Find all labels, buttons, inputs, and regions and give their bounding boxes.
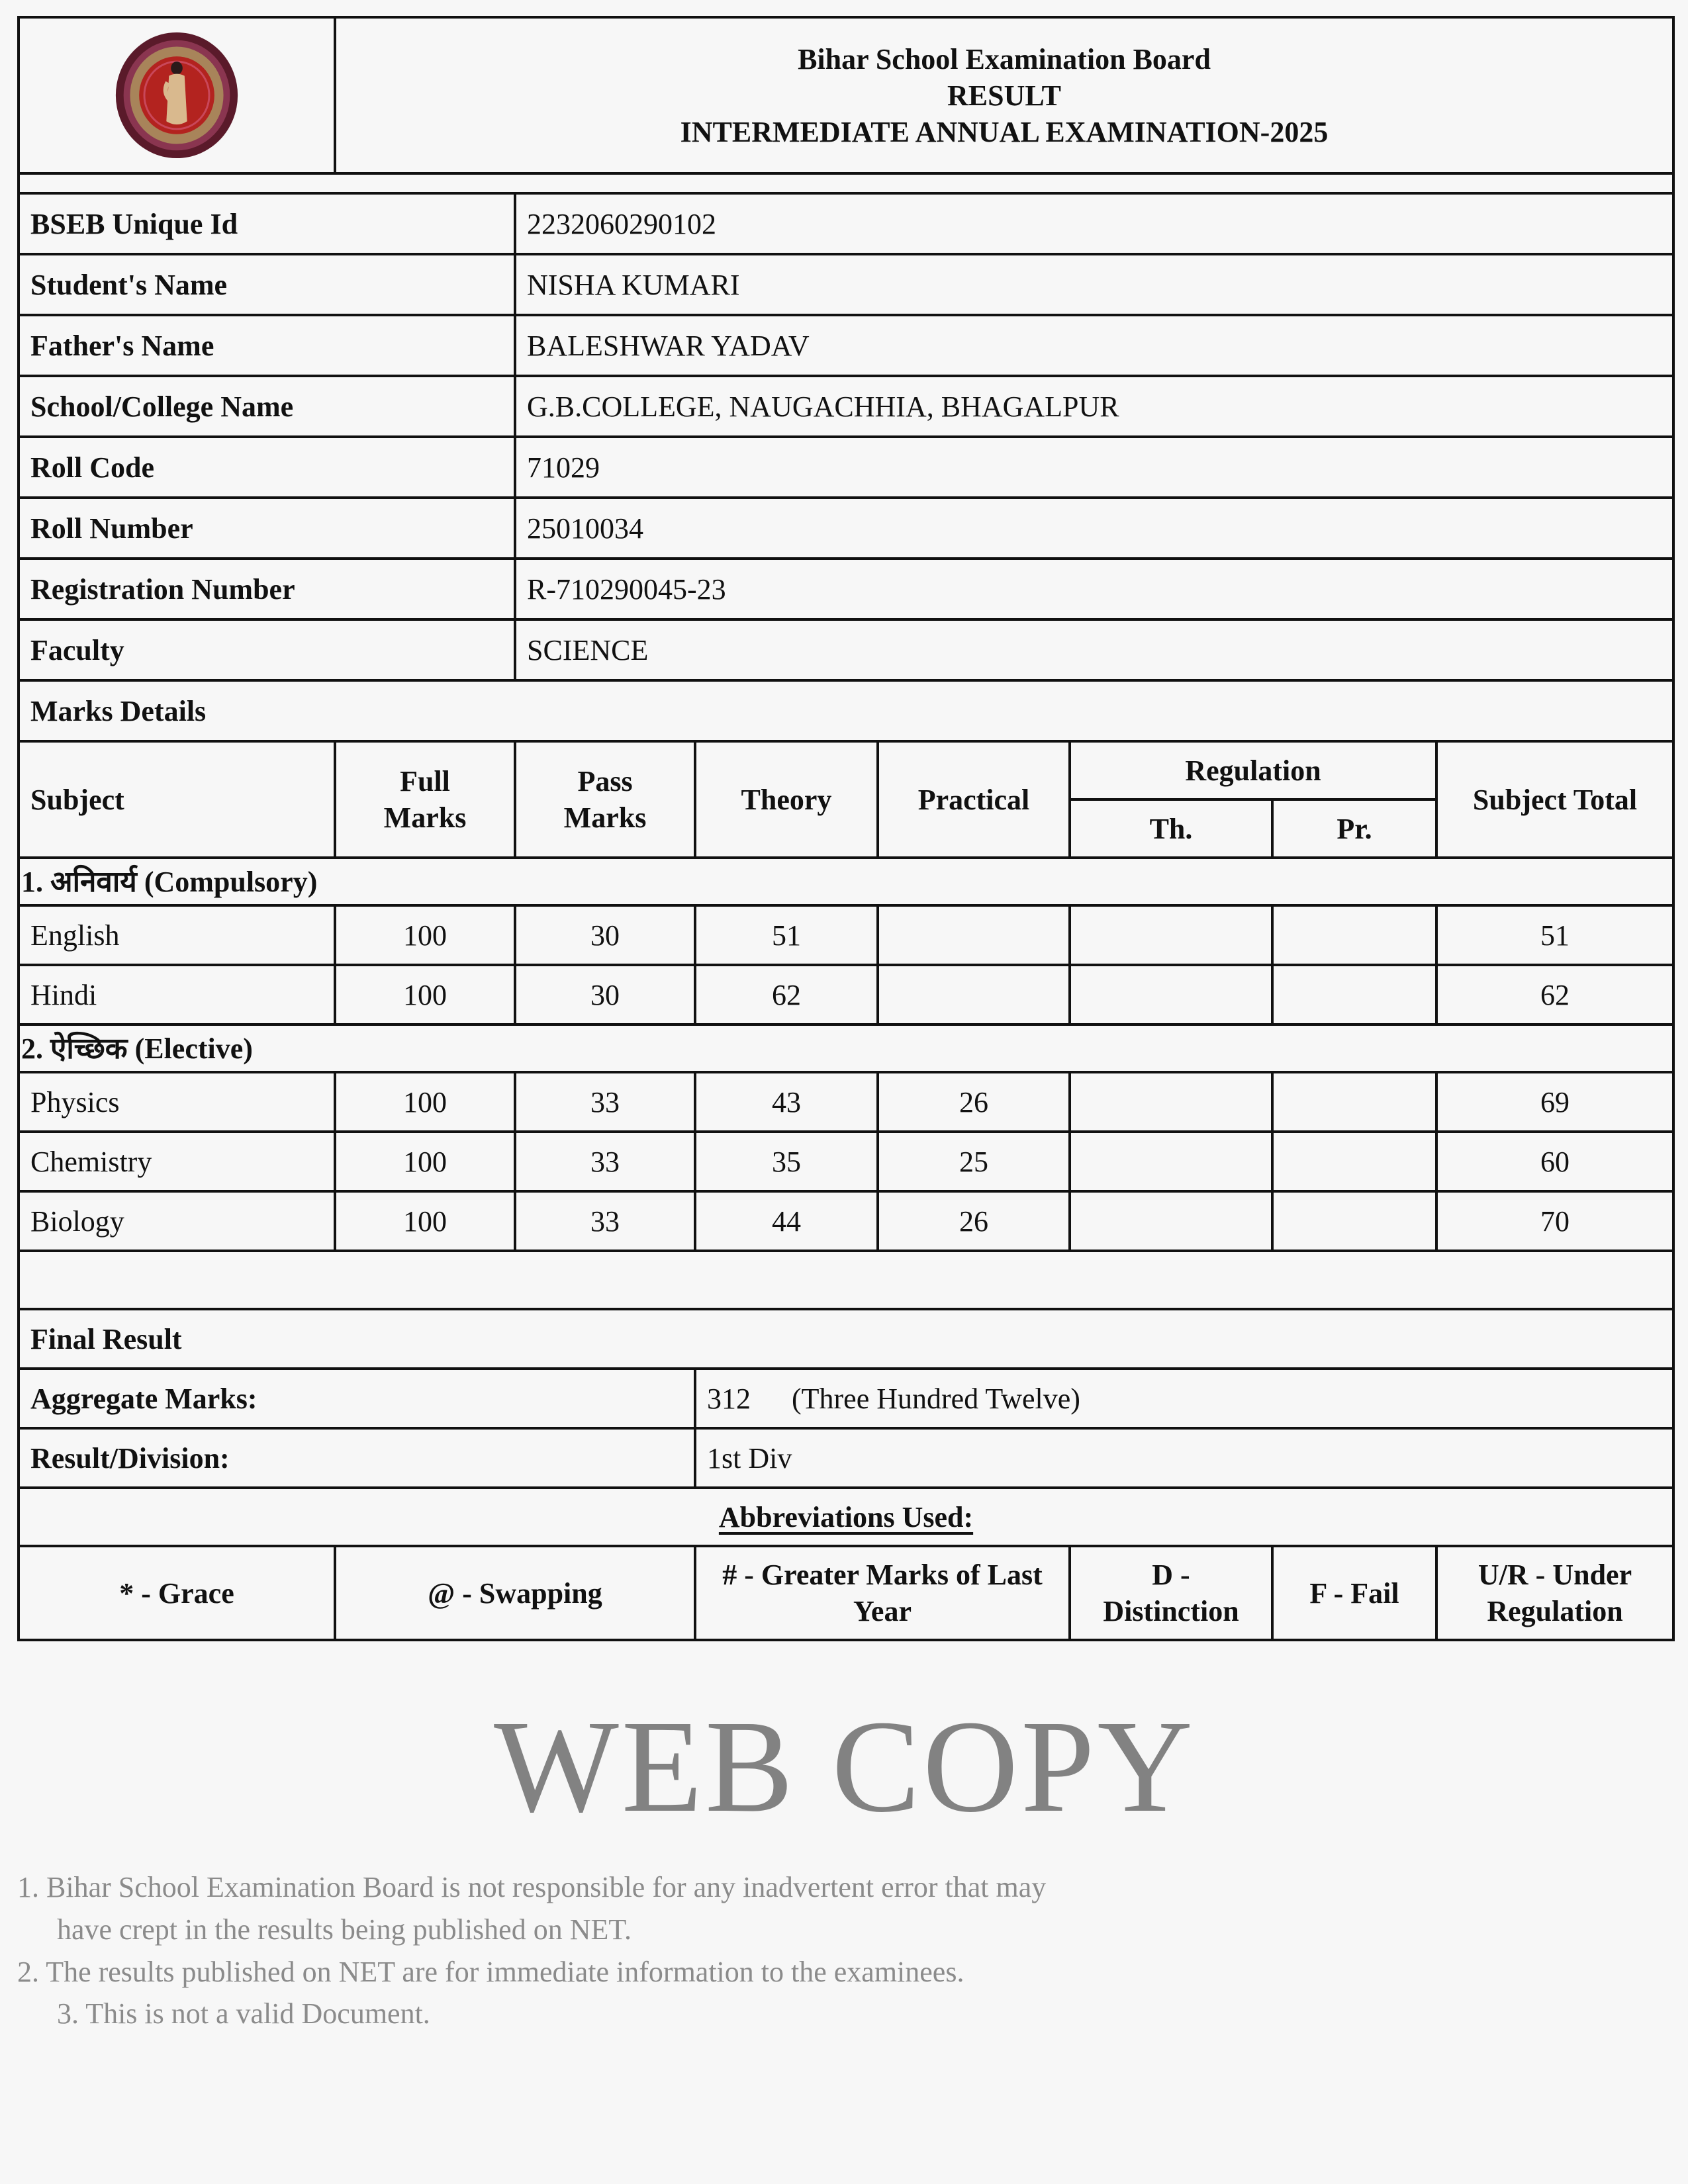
reg-th [1070, 1072, 1272, 1132]
col-theory: Theory [695, 741, 878, 858]
header-title-cell [335, 17, 1673, 173]
abbr-fail: F - Fail [1272, 1546, 1436, 1640]
spacer-row [19, 173, 1673, 193]
disclaimer-line-2: have crept in the results being published on NET. [57, 1913, 632, 1946]
section-title [19, 1024, 1673, 1072]
subject-total: 69 [1436, 1072, 1673, 1132]
marks-header-row [19, 741, 1673, 799]
watermark-area [17, 1694, 1672, 2035]
info-value: NISHA KUMARI [515, 254, 1673, 315]
full-marks: 100 [335, 1132, 515, 1191]
theory-marks: 44 [695, 1191, 878, 1251]
theory-marks: 51 [695, 905, 878, 965]
info-row-school [19, 376, 1673, 437]
full-marks: 100 [335, 905, 515, 965]
subject-name: Chemistry [19, 1132, 335, 1191]
subject-total: 62 [1436, 965, 1673, 1024]
info-value: R-710290045-23 [515, 559, 1673, 619]
header-row [19, 17, 1673, 173]
info-label: Father's Name [19, 315, 515, 376]
subject-name: Physics [19, 1072, 335, 1132]
col-full-marks: Full Marks [335, 741, 515, 858]
info-label: Faculty [19, 619, 515, 680]
marks-details-title: Marks Details [19, 680, 1673, 741]
abbr-distinction: D - Distinction [1070, 1546, 1272, 1640]
abbr-swapping: @ - Swapping [335, 1546, 695, 1640]
abbreviations-title-row [19, 1488, 1673, 1546]
reg-th [1070, 1191, 1272, 1251]
abbreviations-title: Abbreviations Used: [718, 1500, 974, 1533]
info-row-father-name [19, 315, 1673, 376]
abbreviations-row [19, 1546, 1673, 1640]
practical-marks: 26 [878, 1072, 1070, 1132]
abbreviations-title-cell [19, 1488, 1673, 1546]
aggregate-row [19, 1369, 1673, 1428]
seal-cell [19, 17, 335, 173]
col-regulation: Regulation [1070, 741, 1436, 799]
theory-marks: 43 [695, 1072, 878, 1132]
practical-marks: 26 [878, 1191, 1070, 1251]
practical-marks [878, 905, 1070, 965]
section-title [19, 858, 1673, 905]
disclaimer-line-4: 3. This is not a valid Document. [57, 1997, 430, 2030]
section-number: 1. [21, 865, 43, 898]
info-row-unique-id [19, 193, 1673, 254]
section-hindi: ऐच्छिक [50, 1032, 128, 1065]
bseb-seal-logo-icon [112, 30, 242, 160]
info-value: 25010034 [515, 498, 1673, 559]
exam-name: INTERMEDIATE ANNUAL EXAMINATION-2025 [680, 115, 1329, 148]
col-practical: Practical [878, 741, 1070, 858]
subject-row [19, 1072, 1673, 1132]
web-copy-watermark: WEB COPY [494, 1694, 1196, 1840]
info-label: Registration Number [19, 559, 515, 619]
reg-th [1070, 1132, 1272, 1191]
info-label: Student's Name [19, 254, 515, 315]
full-marks: 100 [335, 965, 515, 1024]
section-english: (Elective) [134, 1032, 253, 1065]
abbr-grace: * - Grace [19, 1546, 335, 1640]
subject-total: 60 [1436, 1132, 1673, 1191]
subject-total: 51 [1436, 905, 1673, 965]
theory-marks: 35 [695, 1132, 878, 1191]
abbr-under-regulation: U/R - Under Regulation [1436, 1546, 1673, 1640]
result-heading: RESULT [947, 79, 1062, 112]
info-value: G.B.COLLEGE, NAUGACHHIA, BHAGALPUR [515, 376, 1673, 437]
practical-marks [878, 965, 1070, 1024]
info-row-roll-code [19, 437, 1673, 498]
info-row-faculty [19, 619, 1673, 680]
disclaimer-watermark [17, 1866, 1672, 2035]
pass-marks: 33 [515, 1132, 695, 1191]
disclaimer-line-1: 1. Bihar School Examination Board is not responsible for any inadvertent error that may [17, 1871, 1047, 1903]
section-english: (Compulsory) [144, 865, 318, 898]
disclaimer-line-3: 2. The results published on NET are for immediate information to the examinees. [17, 1955, 964, 1988]
marks-details-row [19, 680, 1673, 741]
col-reg-pr: Pr. [1272, 799, 1436, 858]
full-marks: 100 [335, 1072, 515, 1132]
section-compulsory [19, 858, 1673, 905]
info-row-student-name [19, 254, 1673, 315]
info-row-roll-number [19, 498, 1673, 559]
reg-th [1070, 905, 1272, 965]
final-result-title: Final Result [19, 1309, 1673, 1369]
reg-pr [1272, 1132, 1436, 1191]
subject-total: 70 [1436, 1191, 1673, 1251]
pass-marks: 33 [515, 1191, 695, 1251]
aggregate-value: 312 [707, 1382, 751, 1415]
section-hindi: अनिवार्य [50, 865, 137, 898]
blank-row [19, 1251, 1673, 1309]
aggregate-words: (Three Hundred Twelve) [792, 1382, 1080, 1415]
col-reg-th: Th. [1070, 799, 1272, 858]
practical-marks: 25 [878, 1132, 1070, 1191]
col-pass-marks: Pass Marks [515, 741, 695, 858]
division-value: 1st Div [695, 1428, 1673, 1488]
reg-pr [1272, 905, 1436, 965]
reg-pr [1272, 1072, 1436, 1132]
full-marks: 100 [335, 1191, 515, 1251]
pass-marks: 30 [515, 905, 695, 965]
info-label: Roll Code [19, 437, 515, 498]
aggregate-label: Aggregate Marks: [19, 1369, 695, 1428]
reg-pr [1272, 1191, 1436, 1251]
division-row [19, 1428, 1673, 1488]
info-value: SCIENCE [515, 619, 1673, 680]
board-name: Bihar School Examination Board [798, 42, 1211, 75]
pass-marks: 33 [515, 1072, 695, 1132]
subject-row [19, 1191, 1673, 1251]
pass-marks: 30 [515, 965, 695, 1024]
subject-name: Biology [19, 1191, 335, 1251]
subject-name: Hindi [19, 965, 335, 1024]
info-row-registration [19, 559, 1673, 619]
final-result-row [19, 1309, 1673, 1369]
abbr-greater-marks: # - Greater Marks of Last Year [695, 1546, 1070, 1640]
subject-row [19, 905, 1673, 965]
subject-row [19, 1132, 1673, 1191]
col-subject: Subject [19, 741, 335, 858]
col-subject-total: Subject Total [1436, 741, 1673, 858]
aggregate-cell [695, 1369, 1673, 1428]
subject-row [19, 965, 1673, 1024]
info-value: 71029 [515, 437, 1673, 498]
division-label: Result/Division: [19, 1428, 695, 1488]
result-table [17, 16, 1675, 1641]
info-label: BSEB Unique Id [19, 193, 515, 254]
info-value: BALESHWAR YADAV [515, 315, 1673, 376]
reg-pr [1272, 965, 1436, 1024]
section-elective [19, 1024, 1673, 1072]
info-label: School/College Name [19, 376, 515, 437]
subject-name: English [19, 905, 335, 965]
reg-th [1070, 965, 1272, 1024]
info-value: 2232060290102 [515, 193, 1673, 254]
info-label: Roll Number [19, 498, 515, 559]
theory-marks: 62 [695, 965, 878, 1024]
section-number: 2. [21, 1032, 43, 1065]
